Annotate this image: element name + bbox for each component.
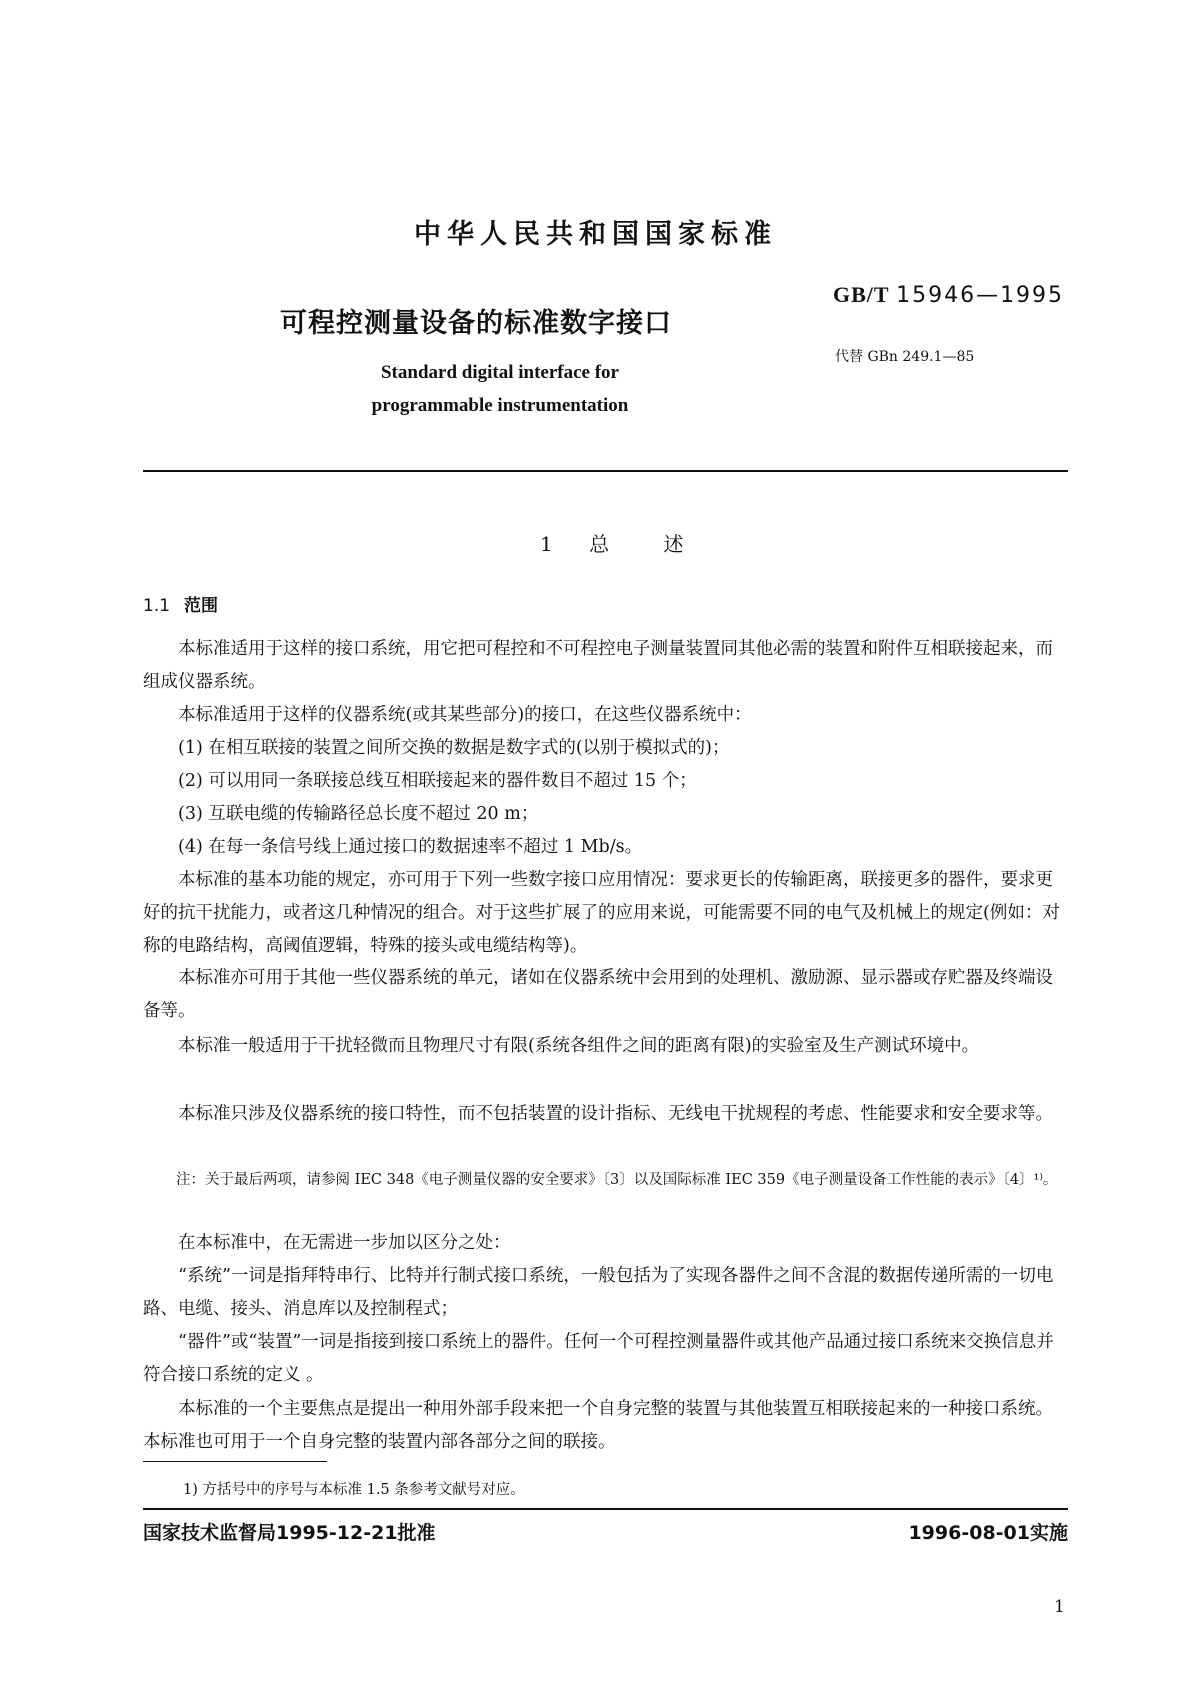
list-item: (4) 在每一条信号线上通过接口的数据速率不超过 1 Mb/s。 [178,837,643,857]
approval-date: 国家技术监督局1995-12-21批准 [143,1522,436,1544]
section-title-char1: 总 [589,532,612,556]
footer-divider [143,1508,1068,1510]
list-item: (1) 在相互联接的装置之间所交换的数据是数字式的(以别于模拟式的)； [178,738,730,758]
section-heading [540,528,685,557]
replaces-standard: 代替 GBn 249.1—85 [835,349,975,365]
section-number: 1 [540,532,555,556]
list-item: (2) 可以用同一条联接总线互相联接起来的器件数目不超过 15 个； [178,771,697,791]
paragraph: 本标准亦可用于其他一些仪器系统的单元，诸如在仪器系统中会用到的处理机、激励源、显示器或存贮器及终端设备等。 [143,968,1053,1021]
national-standard-heading: 中华人民共和国国家标准 [414,219,777,250]
paragraph: “系统”一词是指拜特串行、比特并行制式接口系统，一般包括为了实现各器件之间不含混的数据传递所需的一切电路、电缆、接头、消息库以及控制程式； [143,1266,1054,1319]
document-title-cn: 可程控测量设备的标准数字接口 [280,308,672,339]
subsection-number: 1.1 [143,596,171,616]
paragraph: 在本标准中，在无需进一步加以区分之处： [178,1233,511,1253]
list-item: (3) 互联电缆的传输路径总长度不超过 20 m； [178,804,539,824]
subsection-heading [143,591,218,616]
standard-code-prefix: GB/T [833,282,890,307]
paragraph: 本标准适用于这样的仪器系统(或其某些部分)的接口，在这些仪器系统中： [178,705,752,725]
effective-date: 1996-08-01实施 [908,1522,1068,1544]
paragraph: 本标准只涉及仪器系统的接口特性，而不包括装置的设计指标、无线电干扰规程的考虑、性能要求和安全要求等。 [178,1104,1053,1124]
header-divider [143,470,1068,472]
paragraph: 本标准一般适用于干扰轻微而且物理尺寸有限(系统各组件之间的距离有限)的实验室及生产测试环境中。 [178,1036,980,1056]
footnote: 1) 方括号中的序号与本标准 1.5 条参考文献号对应。 [183,1482,525,1498]
page-number: 1 [1054,1597,1065,1617]
paragraph: “器件”或“装置”一词是指接到接口系统上的器件。任何一个可程控测量器件或其他产品通过接口系统来交换信息并符合接口系统的定义 。 [143,1332,1054,1385]
paragraph: 本标准的基本功能的规定，亦可用于下列一些数字接口应用情况：要求更长的传输距离，联接更多的器件，要求更好的抗干扰能力，或者这几种情况的组合。对于这些扩展了的应用来说，可能需要不同的电气及机械上的规定(例如：对称的电路结构，高阈值逻辑，特殊的接头或电缆结构等)。 [143,870,1060,956]
paragraph: 本标准适用于这样的接口系统，用它把可程控和不可程控电子测量装置同其他必需的装置和附件互相联接起来，而组成仪器系统。 [143,639,1053,692]
section-title-char2: 述 [663,532,686,556]
document-title-en-line1: Standard digital interface for [380,362,619,383]
document-title-en-line2: programmable instrumentation [371,395,629,416]
paragraph: 本标准的一个主要焦点是提出一种用外部手段来把一个自身完整的装置与其他装置互相联接起来的一种接口系统。本标准也可用于一个自身完整的装置内部各部分之间的联接。 [143,1399,1053,1452]
standard-code-number: 15946—1995 [896,283,1065,308]
footnote-divider [143,1461,327,1462]
subsection-title: 范围 [184,596,219,616]
note: 注：关于最后两项，请参阅 IEC 348《电子测量仪器的安全要求》〔3〕以及国际标准 IEC 359《电子测量设备工作性能的表示》〔4〕¹⁾。 [176,1172,1058,1188]
standard-code [833,282,1064,308]
